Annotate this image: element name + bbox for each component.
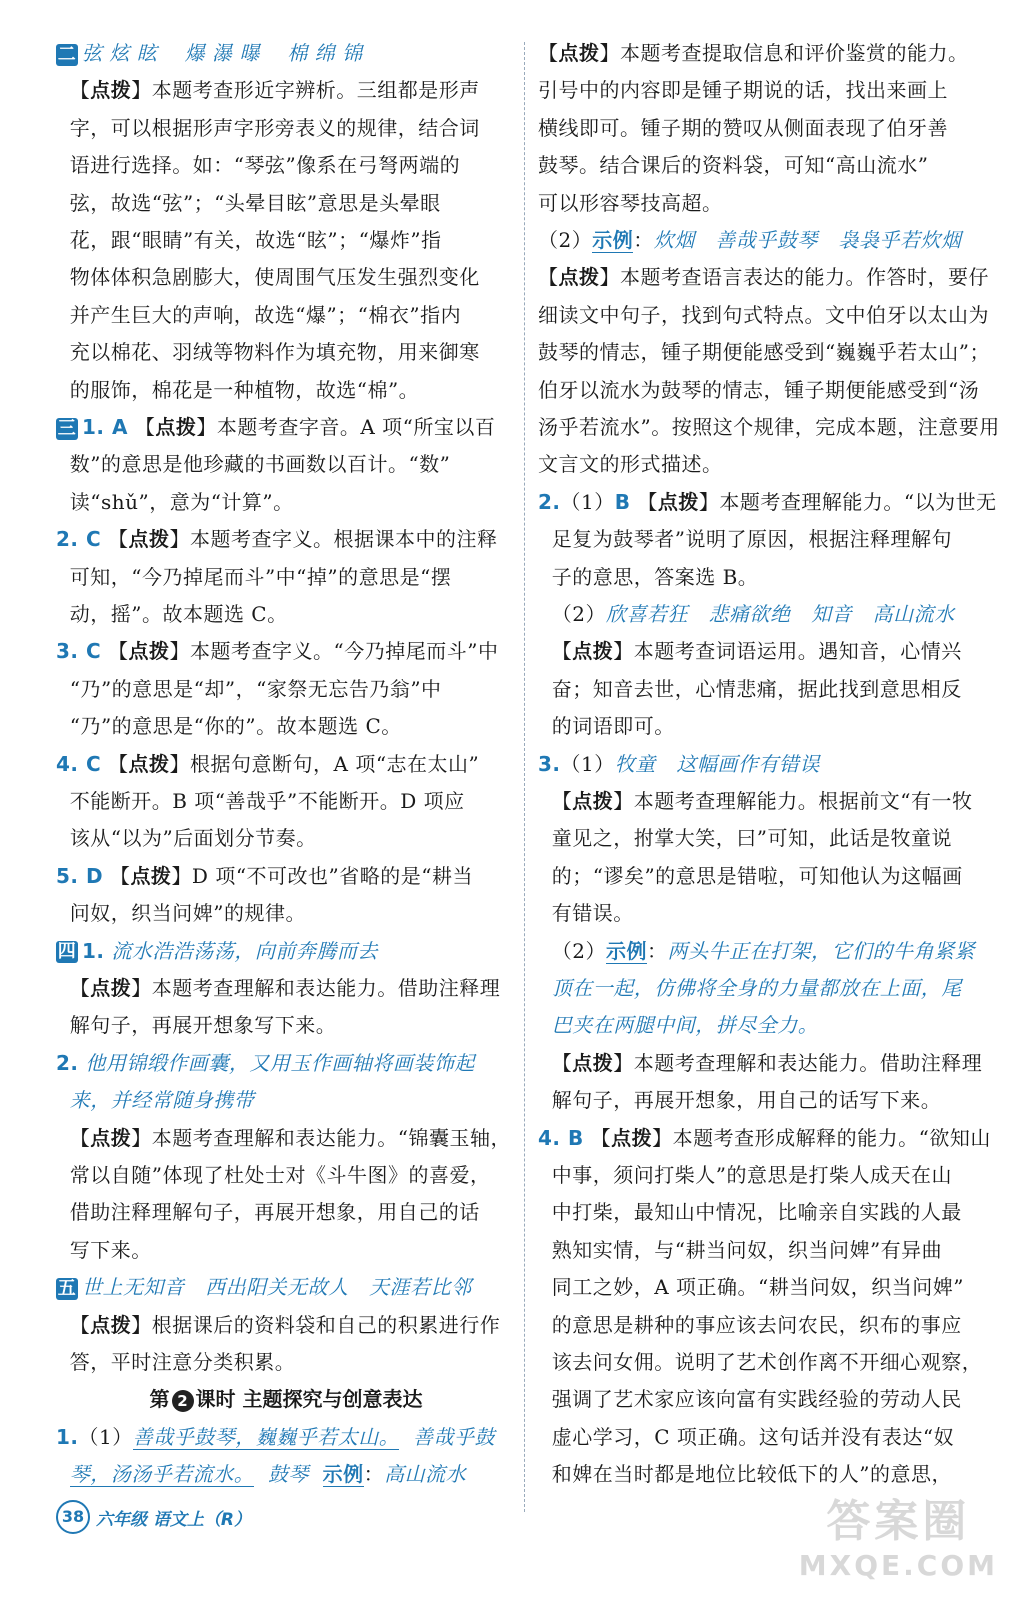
text-line: 5. D 【点拨】D 项“不可改也”省略的是“耕当: [56, 863, 474, 888]
text-line: 充以棉花、羽绒等物料作为填充物，用来御寒: [56, 340, 480, 365]
book-title: 六年级 语文上（R）: [96, 1509, 252, 1530]
text-line: 同工之妙，A 项正确。“耕当问奴，织当问婢”: [538, 1275, 964, 1300]
text-line: 奋；知音去世，心情悲痛，据此找到意思相反: [538, 676, 962, 701]
text-line: 花，跟“眼睛”有关，故选“眩”；“爆炸”指: [56, 228, 442, 252]
text-line: 琴，汤汤乎若流水。 鼓琴 示例：高山流水: [69, 1462, 467, 1487]
text-line: 的词语即可。: [538, 714, 675, 739]
text-line: 中打柴，最知山中情况，比喻亲自实践的人最: [538, 1200, 962, 1225]
text-line: 的服饰，棉花是一种植物，故选“棉”。: [56, 377, 420, 402]
text-line: 解句子，再展开想象写下来。: [56, 1013, 337, 1038]
text-line: 虚心学习，C 项正确。这句话并没有表达“奴: [538, 1424, 955, 1449]
text-line: 2. C 【点拨】本题考查字义。根据课本中的注释: [56, 527, 498, 552]
column-divider: [524, 42, 525, 1512]
text-line: 2. 他用锦缎作画囊，又用玉作画轴将画装饰起: [56, 1050, 475, 1075]
text-line: 童见之，拊掌大笑，曰”可知，此话是牧童说: [538, 826, 952, 851]
text-line: 物体体积急剧膨大，使周围气压发生强烈变化: [56, 265, 480, 290]
text-line: 4. C 【点拨】根据句意断句，A 项“志在太山”: [56, 751, 480, 776]
text-line: 【点拨】本题考查理解能力。根据前文“有一牧: [538, 789, 973, 813]
text-line: 【点拨】本题考查语言表达的能力。作答时，要仔: [538, 265, 989, 290]
text-line: 动，摇”。故本题选 C。: [56, 602, 288, 626]
text-line: 3.（1）牧童 这幅画作有错误: [538, 751, 820, 776]
text-line: 横线即可。锺子期的赞叹从侧面表现了伯牙善: [538, 115, 948, 140]
text-line: 【点拨】本题考查理解和表达能力。借助注释理: [56, 976, 501, 1000]
text-line: 有错误。: [538, 901, 634, 926]
text-line: 该去问女佣。说明了艺术创作离不开细心观察，: [538, 1350, 983, 1374]
text-line: 问奴，织当问婢”的规律。: [56, 901, 306, 926]
text-line: 足复为鼓琴者”说明了原因，根据注释理解句: [538, 527, 952, 552]
text-line: 【点拨】根据课后的资料袋和自己的积累进行作: [56, 1312, 501, 1337]
text-line: 五 世上无知音 西出阳关无故人 天涯若比邻: [57, 1275, 472, 1300]
watermark-logo: 答案圈: [826, 1496, 971, 1547]
text-line: 的意思是耕种的事应该去问农民，织布的事应: [538, 1312, 962, 1337]
page-footer: [56, 1500, 251, 1534]
text-line: 该从“以为”后面划分节奏。: [56, 826, 317, 851]
text-line: （2）示例：炊烟 善哉乎鼓琴 袅袅乎若炊烟: [538, 228, 962, 252]
watermark-url: MXQE.COM: [798, 1549, 998, 1582]
text-line: 【点拨】本题考查理解和表达能力。“锦囊玉轴，: [56, 1125, 511, 1150]
text-line: 巴夹在两腿中间，拼尽全力。: [551, 1013, 819, 1038]
text-line: 细读文中句子，找到句式特点。文中伯牙以太山为: [538, 302, 989, 327]
text-line: 数”的意思是他珍藏的书画数以百计。“数”: [56, 452, 451, 477]
text-line: 解句子，再展开想象，用自己的话写下来。: [538, 1088, 942, 1113]
text-line: 汤乎若流水”。按照这个规律，完成本题，注意要用: [538, 415, 1000, 439]
text-line: 答，平时注意分类积累。: [56, 1350, 296, 1374]
text-line: 弦，故选“弦”；“头晕目眩”意思是头晕眼: [56, 190, 441, 215]
text-line: 【点拨】本题考查形近字辨析。三组都是形声: [56, 78, 480, 103]
text-line: “乃”的意思是“却”，“家祭无忘告乃翁”中: [56, 676, 442, 701]
text-line: （2）欣喜若狂 悲痛欲绝 知音 高山流水: [538, 602, 955, 626]
text-line: “乃”的意思是“你的”。故本题选 C。: [56, 714, 402, 739]
text-line: 子的意思，答案选 B。: [538, 564, 759, 589]
text-line: 【点拨】本题考查理解和表达能力。借助注释理: [538, 1050, 983, 1075]
text-line: 的；“谬矣”的意思是错啦，可知他认为这幅画: [538, 863, 963, 888]
text-line: 读“shǔ”，意为“计算”。: [56, 489, 294, 514]
text-line: 鼓琴的情志，锺子期便能感受到“巍巍乎若太山”；: [538, 340, 990, 365]
text-line: 2.（1）B 【点拨】本题考查理解能力。“以为世无: [538, 489, 997, 514]
text-line: 可知，“今乃掉尾而斗”中“掉”的意思是“摆: [56, 564, 452, 589]
text-line: 3. C 【点拨】本题考查字义。“今乃掉尾而斗”中: [56, 639, 499, 664]
text-line: 四 1. 流水浩浩荡荡，向前奔腾而去: [57, 938, 378, 963]
text-line: 常以自随”体现了杜处士对《斗牛图》的喜爱，: [56, 1163, 491, 1187]
watermark: [799, 1485, 998, 1582]
text-line: 并产生巨大的声响，故选“爆”；“棉衣”指内: [56, 302, 462, 327]
text-line: 三 1. A 【点拨】本题考查字音。A 项“所宝以百: [57, 415, 496, 439]
text-line: （2）示例：两头牛正在打架，它们的牛角紧紧: [538, 938, 975, 963]
text-line: 顶在一起，仿佛将全身的力量都放在上面，尾: [551, 976, 962, 1000]
page-number: 38: [56, 1500, 90, 1534]
text-line: 借助注释理解句子，再展开想象，用自己的话: [56, 1200, 480, 1225]
text-line: 写下来。: [56, 1237, 152, 1262]
text-line: 强调了艺术家应该向富有实践经验的劳动人民: [538, 1387, 962, 1412]
text-line: 【点拨】本题考查词语运用。遇知音，心情兴: [538, 639, 962, 664]
text-line: 熟知实情，与“耕当问奴，织当问婢”有异曲: [538, 1237, 943, 1262]
text-line: 可以形容琴技高超。: [538, 190, 723, 215]
text-line: 文言文的形式描述。: [538, 452, 723, 477]
text-line: 字，可以根据形声字形旁表义的规律，结合词: [56, 115, 480, 140]
text-line: 中事，须问打柴人”的意思是打柴人成天在山: [538, 1163, 952, 1187]
lesson-title: 第 2 课时 主题探究与创意表达: [149, 1387, 423, 1412]
text-line: 鼓琴。结合课后的资料袋，可知“高山流水”: [538, 153, 929, 178]
text-line: 引号中的内容即是锺子期说的话，找出来画上: [538, 78, 948, 103]
text-line: 来，并经常随身携带: [69, 1088, 255, 1113]
text-line: 和婢在当时都是地位比较低下的人”的意思，: [538, 1462, 952, 1487]
text-line: 1.（1）善哉乎鼓琴，巍巍乎若太山。 善哉乎鼓: [56, 1424, 495, 1449]
text-line: 语进行选择。如：“琴弦”像系在弓弩两端的: [56, 153, 461, 178]
text-line: 【点拨】本题考查提取信息和评价鉴赏的能力。: [538, 41, 969, 65]
text-line: 伯牙以流水为鼓琴的情志，锺子期便能感受到“汤: [538, 377, 980, 402]
text-line: 二 弦 炫 眩 爆 瀑 曝 棉 绵 锦: [57, 41, 363, 65]
text-line: 4. B 【点拨】本题考查形成解释的能力。“欲知山: [538, 1125, 991, 1150]
text-line: 不能断开。B 项“善哉乎”不能断开。D 项应: [56, 789, 465, 813]
